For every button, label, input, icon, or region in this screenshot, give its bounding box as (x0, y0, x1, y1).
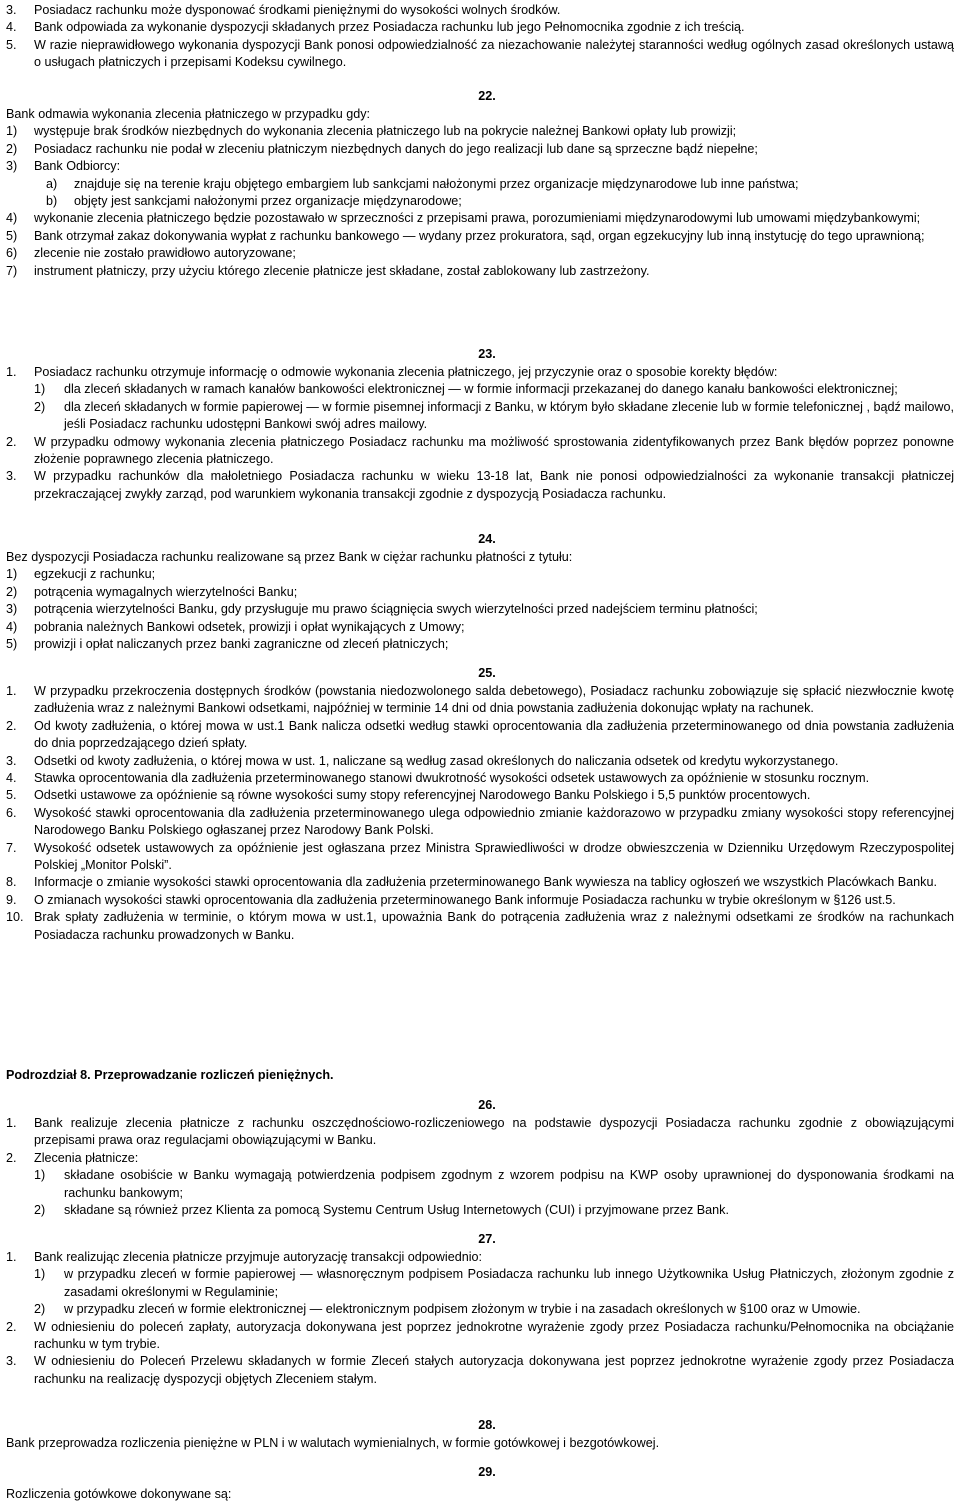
item-number: 3. (6, 3, 17, 17)
list-item: 10. Brak spłaty zadłużenia w terminie, o którym mowa w ust.1, upoważnia Bank do potrącenia zadłużenia wraz z należnymi odsetkami ze środków na rachunkach Posiadacza rachunku prowadzonych w Banku. (6, 910, 954, 942)
list-item: 5) prowizji i opłat naliczanych przez banki zagraniczne od zleceń płatniczych; (6, 637, 449, 652)
list-item: 2) potrącenia wymagalnych wierzytelności Banku; (6, 584, 298, 599)
section-28-text: Bank przeprowadza rozliczenia pieniężne w PLN i w walutach wymienialnych, w formie gotówkowej i bezgotówkowej. (6, 1436, 660, 1450)
list-item: 5) Bank otrzymał zakaz dokonywania wypłat z rachunku bankowego — wydany przez prokuratora, sąd, organ egzekucyjny lub inną instytucję do tego uprawnioną; (6, 228, 925, 243)
list-item: 1) egzekucji z rachunku; (6, 567, 156, 582)
list-item: 4) pobrania należnych Bankowi odsetek, prowizji i opłat wynikających z Umowy; (6, 619, 465, 634)
sub-item: a) znajduje się na terenie kraju objętego embargiem lub sankcjami nałożonymi przez organizacje międzynarodowe lub inne państwa; (46, 176, 799, 191)
section-heading-26: 26. (478, 1098, 496, 1112)
list-item: 2. Od kwoty zadłużenia, o której mowa w ust.1 Bank nalicza odsetki według stawki oprocentowania dla zadłużenia przeterminowanego od dnia powstania zadłużenia do dnia poprzedzającego dzień spłaty. (6, 718, 954, 751)
item-number: 5. (6, 37, 17, 52)
section-heading-28: 28. (478, 1418, 496, 1432)
section-22 (6, 106, 954, 280)
section-heading-25: 25. (478, 666, 496, 680)
list-item: 6) zlecenie nie zostało prawidłowo autoryzowane; (6, 246, 296, 261)
item-text: Posiadacz rachunku może dysponować środkami pieniężnymi do wysokości wolnych środków. (34, 3, 561, 17)
list-item: 3. W odniesieniu do Poleceń Przelewu składanych w formie Zleceń stałych autoryzacja dokonywana jest poprzez jednokrotne wyrażenie zgody przez Posiadacza rachunku na realizację dyspozycji objętych Zleceniem stałym. (6, 1354, 954, 1386)
sub-item: 2) składane są również przez Klienta za pomocą Systemu Centrum Usług Internetowych (CUI) i przyjmowane przez Bank. (34, 1203, 729, 1218)
subsection-title: Podrozdział 8. Przeprowadzanie rozliczeń pieniężnych. (6, 1068, 334, 1082)
list-item (6, 2, 954, 19)
section-26 (6, 1115, 954, 1219)
sub-item: 1) w przypadku zleceń w formie papierowej — własnoręcznym podpisem Posiadacza rachunku lub innego Użytkownika Usług Płatniczych, złożonym zgodnie z zasadami określonymi w Regulaminie; (34, 1267, 954, 1299)
list-item: 2. Zlecenia płatnicze: (6, 1150, 139, 1165)
list-item: 1. Bank realizując zlecenia płatnicze przyjmuje autoryzację transakcji odpowiednio: (6, 1250, 483, 1264)
item-number: 4. (6, 20, 17, 35)
list-item: 2) Posiadacz rachunku nie podał w zleceniu płatniczym niezbędnych danych do jego realizacji lub dane są sprzeczne bądź niepełne; (6, 141, 758, 156)
section-intro: Bez dyspozycji Posiadacza rachunku realizowane są przez Bank w ciężar rachunku płatności z tytułu: (6, 550, 573, 564)
section-27 (6, 1249, 954, 1388)
section-heading-27: 27. (478, 1232, 496, 1246)
sub-item: 1) dla zleceń składanych w ramach kanałów bankowości elektronicznej — w formie informacji przekazanej do danego kanału bankowości elektronicznej; (34, 382, 898, 397)
list-item: 6. Wysokość stawki oprocentowania dla zadłużenia przeterminowanego ulega odpowiednio zmianie każdorazowo w przypadku zmiany wysokości stopy referencyjnej Narodowego Banku Polskiego ogłaszanej przez Narodowy Bank Polski. (6, 805, 954, 838)
list-item: 7) instrument płatniczy, przy użyciu którego zlecenie płatnicze jest składane, został zablokowany lub zastrzeżony. (6, 263, 650, 278)
list-item: 2. W odniesieniu do poleceń zapłaty, autoryzacja dokonywana jest poprzez jednokrotne wyrażenie zgody przez Posiadacza rachunku/Pełnomocnika na obciążanie rachunku w tym trybie. (6, 1319, 954, 1352)
list-item: 2. W przypadku odmowy wykonania zlecenia płatniczego Posiadacz rachunku ma możliwość sprostowania zidentyfikowanych przez Bank błędów poprzez ponowne złożenie poprawnego zlecenia płatniczego. (6, 434, 954, 467)
list-item: 1. Bank realizuje zlecenia płatnicze z rachunku oszczędnościowo-rozliczeniowego na podstawie dyspozycji Posiadacza rachunku zgodnie z obowiązującymi przepisami prawa oraz regulacjami obowiązującymi w Banku. (6, 1116, 954, 1148)
list-item: 9. O zmianach wysokości stawki oprocentowania dla zadłużenia przeterminowanego Bank informuje Posiadacza rachunku w trybie określonym w §126 ust.5. (6, 892, 896, 907)
list-item: 4) wykonanie zlecenia płatniczego będzie pozostawało w sprzeczności z przepisami prawa, porozumieniami międzynarodowymi lub umowami międzybankowymi; (6, 211, 921, 226)
section-23 (6, 364, 954, 503)
list-item: 7. Wysokość odsetek ustawowych za opóźnienie jest ogłaszana przez Ministra Sprawiedliwości w drodze obwieszczenia w Dzienniku Urzędowym Rzeczypospolitej Polskiej „Monitor Polski”. (6, 840, 954, 873)
list-item: 4. Stawka oprocentowania dla zadłużenia przeterminowanego stanowi dwukrotność wysokości odsetek ustawowych za opóźnienie w stosunku rocznym. (6, 771, 870, 786)
section-heading-22: 22. (478, 89, 496, 103)
section-29-text: Rozliczenia gotówkowe dokonywane są: (6, 1487, 232, 1501)
list-item: 8. Informacje o zmianie wysokości stawki oprocentowania dla zadłużenia przeterminowanego Bank wywiesza na tablicy ogłoszeń we wszystkich Placówkach Banku. (6, 875, 937, 890)
list-item (6, 37, 954, 72)
section-heading-24: 24. (478, 532, 496, 546)
item-text: W razie nieprawidłowego wykonania dyspozycji Bank ponosi odpowiedzialność za niezachowanie należytej staranności według ogólnych zasad określonych ustawą o usługach płatniczych i przepisami Kodeksu cywilnego. (34, 37, 954, 70)
list-item: 3. W przypadku rachunków dla małoletniego Posiadacza rachunku w wieku 13-18 lat, Bank nie ponosi odpowiedzialności za wykonanie transakcji płatniczej przekraczającej zwykły zarząd, pod warunkiem wykonania transakcji zgodnie z dyspozycją Posiadacza rachunku. (6, 469, 954, 501)
section-24 (6, 549, 954, 653)
list-item (6, 19, 954, 36)
list-item: 3) potrącenia wierzytelności Banku, gdy przysługuje mu prawo ściągnięcia swych wierzytelności przed nadejściem terminu płatności; (6, 602, 758, 617)
section-intro: Bank odmawia wykonania zlecenia płatniczego w przypadku gdy: (6, 107, 371, 121)
sub-item: 1) składane osobiście w Banku wymagają potwierdzenia podpisem zgodnym z wzorem podpisu na KWP osoby uprawnionej do dysponowania środkami na rachunku bankowym; (34, 1168, 954, 1200)
top-list (6, 2, 954, 72)
list-item: 1. Posiadacz rachunku otrzymuje informację o odmowie wykonania zlecenia płatniczego, jej przyczynie oraz o sposobie korekty błędów: (6, 365, 778, 379)
section-heading-23: 23. (478, 347, 496, 361)
sub-item: 2) w przypadku zleceń w formie elektronicznej — elektronicznym podpisem złożonym w trybie i na zasadach określonych w §100 oraz w Umowie. (34, 1302, 861, 1317)
list-item: 5. Odsetki ustawowe za opóźnienie są równe wysokości sumy stopy referencyjnej Narodowego Banku Polskiego i 5,5 punktów procentowych. (6, 788, 811, 803)
sub-item: b) objęty jest sankcjami nałożonymi przez organizacje międzynarodowe; (46, 194, 462, 209)
list-item: 3. Odsetki od kwoty zadłużenia, o której mowa w ust. 1, naliczane są według zasad określonych do naliczania odsetek od kredytu wykorzystanego. (6, 753, 839, 768)
sub-item: 2) dla zleceń składanych w formie papierowej — w formie pisemnej informacji z Banku, w którym było składane zlecenie lub w formie telefonicznej , bądź mailowo, jeśli Posiadacz rachunku udostępni Bankowi swój adres mailowy. (34, 399, 954, 432)
list-item: 1. W przypadku przekroczenia dostępnych środków (powstania niedozwolonego salda debetowego), Posiadacz rachunku zobowiązuje się spłacić niezwłocznie kwotę zadłużenia wraz z należnymi Bankowi odsetkami, najpóźniej w terminie 14 dni od dnia powstania zadłużenia dokonując wpłaty na rachunek. (6, 684, 954, 716)
item-text: Bank odpowiada za wykonanie dyspozycji składanych przez Posiadacza rachunku lub jego Pełnomocnika zgodnie z ich treścią. (34, 20, 745, 35)
list-item: 1) występuje brak środków niezbędnych do wykonania zlecenia płatniczego lub na pokrycie należnej Bankowi opłaty lub prowizji; (6, 124, 737, 139)
section-25 (6, 683, 954, 944)
section-heading-29: 29. (478, 1465, 496, 1479)
list-item: 3) Bank Odbiorcy: (6, 159, 121, 174)
